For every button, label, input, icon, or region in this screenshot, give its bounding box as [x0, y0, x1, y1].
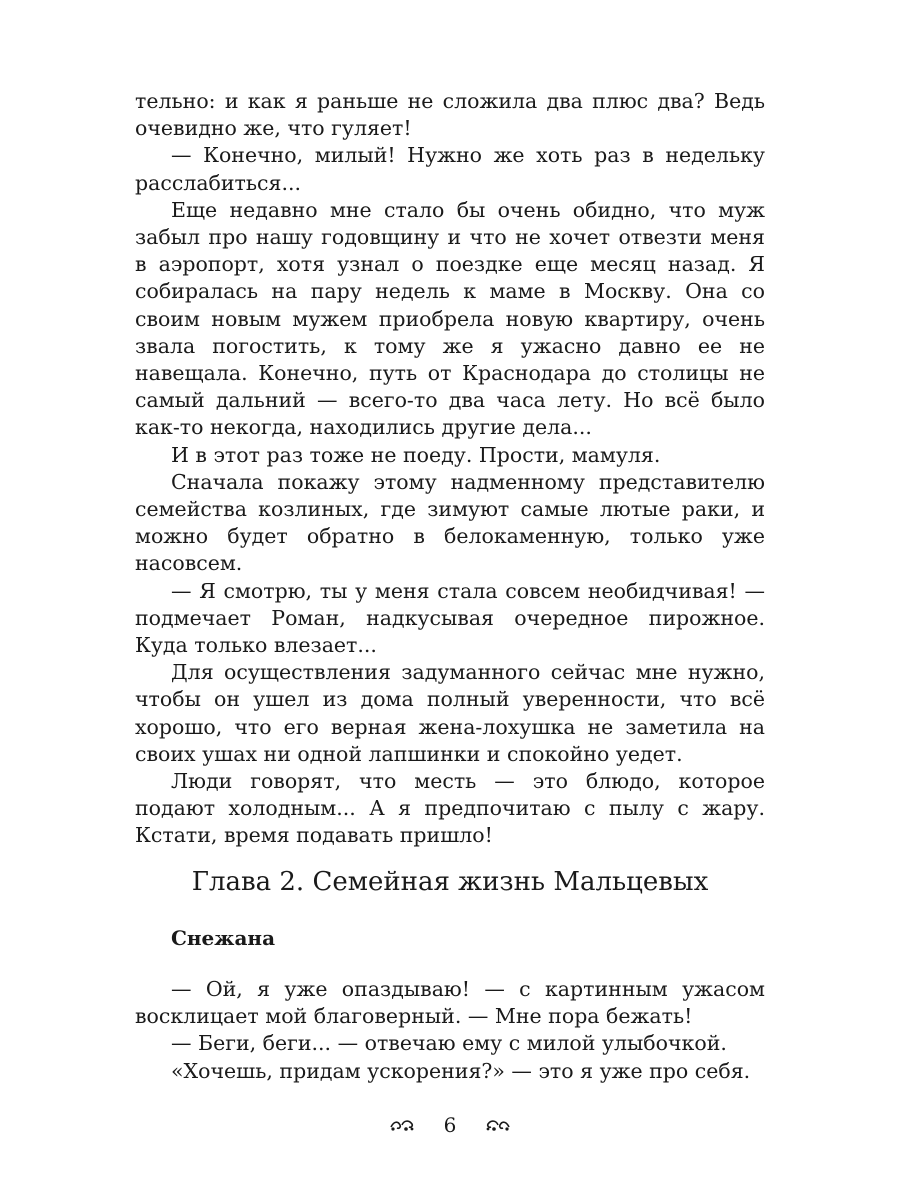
- paragraph: — Я смотрю, ты у меня стала совсем необидчивая! — подмечает Роман, надкусывая очередное пирожное. Куда только влезает...: [135, 578, 765, 658]
- paragraph: И в этот раз тоже не поеду. Прости, мамуля.: [171, 442, 661, 467]
- paragraph: «Хочешь, придам ускорения?» — это я уже про себя.: [171, 1058, 751, 1083]
- chapter-title: Глава 2. Семейная жизнь Мальцевых: [191, 867, 709, 897]
- paragraph: — Беги, беги... — отвечаю ему с милой улыбочкой.: [171, 1031, 727, 1056]
- paragraph: Сначала покажу этому надменному представителю семейства козлиных, где зимуют самые лютые раки, и можно будет обратно в белокаменную, только уже насовсем.: [135, 469, 765, 576]
- ornament-right-icon: [485, 1118, 511, 1132]
- page-footer: [0, 1110, 900, 1138]
- paragraph: — Конечно, милый! Нужно же хоть раз в недельку расслабиться...: [135, 143, 765, 195]
- paragraph: — Ой, я уже опаздываю! — с картинным ужасом восклицает мой благоверный. — Мне пора бежать!: [135, 977, 765, 1029]
- paragraph: Для осуществления задуманного сейчас мне нужно, чтобы он ушел из дома полный уверенности, что всё хорошо, что его верная жена-лохушка не заметила на своих ушах ни одной лапшинки и спокойно уедет.: [135, 660, 765, 766]
- text-block-bottom: [135, 976, 765, 1085]
- text-block-top: [135, 88, 765, 850]
- paragraph: Еще недавно мне стало бы очень обидно, что муж забыл про нашу годовщину и что не хочет отвезти меня в аэропорт, хотя узнал о поездке еще месяц назад. Я собиралась на пару недель к маме в Москву. Она со своим новым мужем приобрела новую квартиру, очень звала погостить, к тому же я ужасно давно ее не навещала. Конечно, путь от Краснодара до столицы не самый дальний — всего-то два часа лету. Но всё было как-то некогда, находились другие дела...: [135, 197, 765, 440]
- section-heading: Снежана: [171, 926, 276, 950]
- ornament-left-icon: [389, 1118, 415, 1132]
- paragraph: Люди говорят, что месть — это блюдо, которое подают холодным... А я предпочитаю с пылу с жару. Кстати, время подавать пришло!: [135, 769, 765, 848]
- paragraph: тельно: и как я раньше не сложила два плюс два? Ведь очевидно же, что гуляет!: [135, 89, 765, 141]
- page-number: 6: [443, 1112, 457, 1137]
